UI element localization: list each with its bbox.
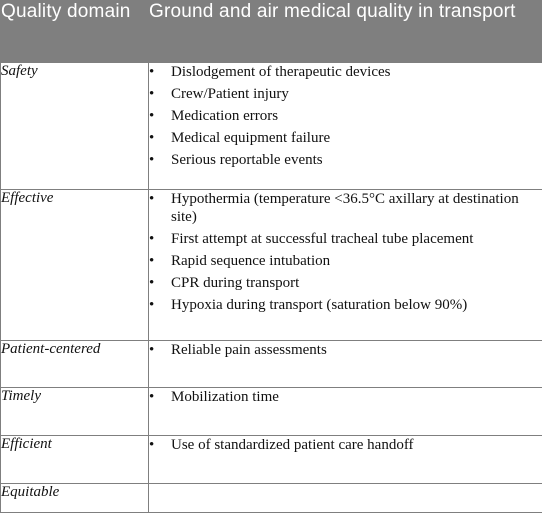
bullet-icon: • xyxy=(149,252,171,270)
items-cell xyxy=(149,388,542,436)
bullet-icon: • xyxy=(149,129,171,147)
table-row xyxy=(1,388,542,436)
items-cell xyxy=(149,341,542,388)
list-item: • CPR during transport xyxy=(149,274,542,292)
items-cell xyxy=(149,190,542,341)
bullet-icon: • xyxy=(149,388,171,406)
items-cell xyxy=(149,484,542,513)
list-item: • Crew/Patient injury xyxy=(149,85,542,103)
domain-cell: Effective xyxy=(1,190,149,341)
domain-cell: Equitable xyxy=(1,484,149,513)
list-item: • Reliable pain assessments xyxy=(149,341,542,359)
bullet-icon: • xyxy=(149,107,171,125)
bullet-icon: • xyxy=(149,230,171,248)
items-cell xyxy=(149,63,542,190)
bullet-icon: • xyxy=(149,296,171,314)
header-ground-air-quality: Ground and air medical quality in transport xyxy=(149,1,542,63)
bullet-icon: • xyxy=(149,341,171,359)
bullet-icon: • xyxy=(149,151,171,169)
table-row xyxy=(1,484,542,513)
bullet-list xyxy=(149,388,542,406)
bullet-list xyxy=(149,341,542,359)
bullet-list xyxy=(149,436,542,454)
header-quality-domain: Quality domain xyxy=(1,1,149,63)
bullet-icon: • xyxy=(149,436,171,454)
domain-cell: Timely xyxy=(1,388,149,436)
domain-cell: Patient-centered xyxy=(1,341,149,388)
table-row xyxy=(1,436,542,484)
list-item: • Serious reportable events xyxy=(149,151,542,169)
bullet-icon: • xyxy=(149,190,171,208)
header-row xyxy=(1,1,542,63)
table-row xyxy=(1,341,542,388)
list-item: • Hypothermia (temperature <36.5°C axillary at destination site) xyxy=(149,190,542,226)
table-row xyxy=(1,190,542,341)
bullet-icon: • xyxy=(149,85,171,103)
list-item: • Hypoxia during transport (saturation below 90%) xyxy=(149,296,542,314)
bullet-list xyxy=(149,63,542,169)
list-item: • First attempt at successful tracheal tube placement xyxy=(149,230,542,248)
bullet-icon: • xyxy=(149,274,171,292)
list-item: • Medical equipment failure xyxy=(149,129,542,147)
bullet-list xyxy=(149,190,542,314)
list-item: • Use of standardized patient care handoff xyxy=(149,436,542,454)
list-item: • Dislodgement of therapeutic devices xyxy=(149,63,542,81)
bullet-icon: • xyxy=(149,63,171,81)
table-row xyxy=(1,63,542,190)
items-cell xyxy=(149,436,542,484)
domain-cell: Efficient xyxy=(1,436,149,484)
list-item: • Medication errors xyxy=(149,107,542,125)
list-item: • Rapid sequence intubation xyxy=(149,252,542,270)
domain-cell: Safety xyxy=(1,63,149,190)
list-item: • Mobilization time xyxy=(149,388,542,406)
